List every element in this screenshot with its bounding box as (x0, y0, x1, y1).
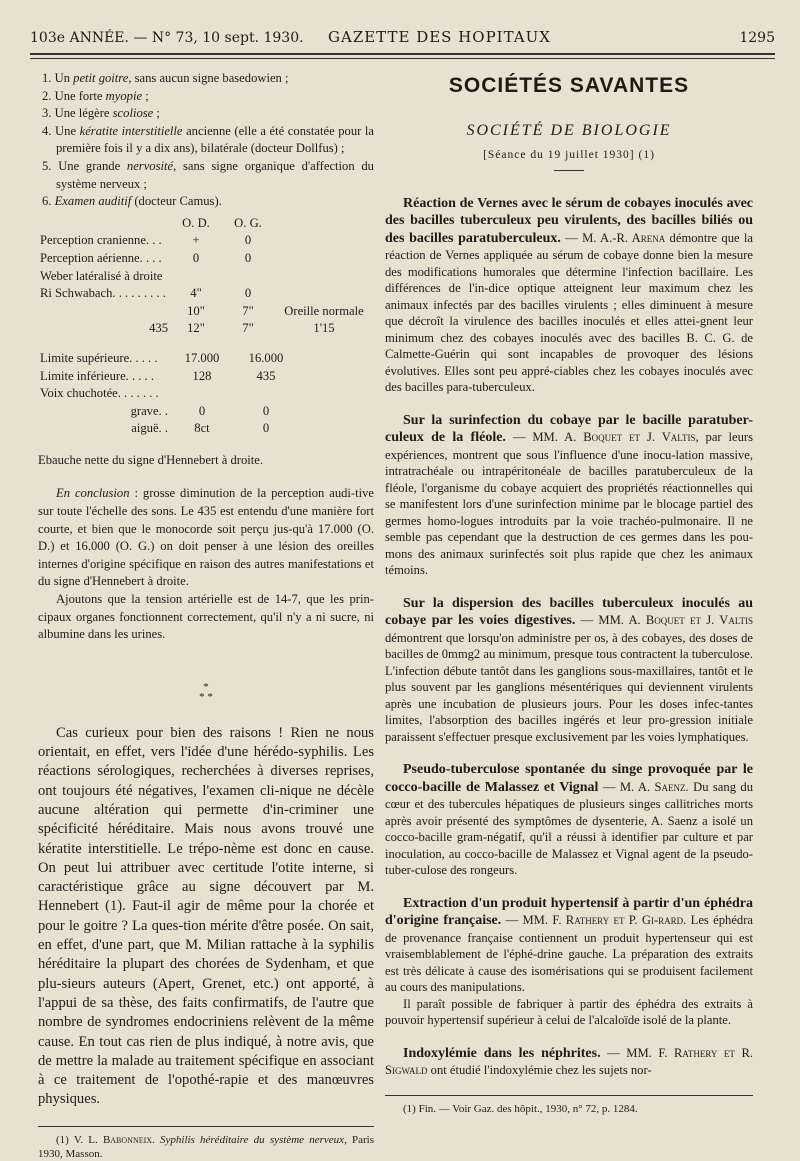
limits-og: 16.000 (248, 350, 284, 365)
abstract-body: Du sang du cœur et des tubercules hépatiques de plusieurs singes callitriches morts après avoir présenté des symptômes de dysenterie, A. Saenz a isolé un cocco-bacille gram-négatif, qu'il a réussi à identifier par culture et par inoculation, au cocco-bacille de Malassez et Vignal agent de la pseudo-tuber-culose des rongeurs. (385, 779, 753, 877)
audio-row (38, 285, 374, 303)
list-post: (docteur Camus). (131, 194, 222, 209)
audio-row (38, 232, 374, 250)
list-post: , sans signe organique d'affection du système nerveux ; (56, 158, 374, 191)
list-num: 2. (42, 88, 52, 103)
ebauche-line: Ebauche nette du signe d'Hennebert à droite. (38, 452, 264, 467)
list-num: 5. (42, 158, 52, 173)
list-post: , sans aucun signe basedowien ; (128, 71, 289, 85)
abstract-paragraph (385, 595, 753, 746)
footnote-mid: . (152, 1133, 160, 1146)
col-og: O. G. (234, 215, 262, 230)
abstract-body: par leurs expériences, montrent que sous l'influence d'une inocu-lation massive, intratrachéale ou intrapéritonéale de bacilles paratuberculeux de la fléole, l'organisme du cobaye acquiert des propriétés réactionnelles qui se manifestent lors d'une surinfection minime par le blocage partiel des germes homo-logues introduits par la voie trachéo-pulmonaire. Il ne semble pas cependant que la destruction de ces germes dans les pou-mons des animaux surinfectés soit plus rapide que chez les animaux témoins. (385, 430, 754, 577)
tension-paragraph: Ajoutons que la tension artérielle est de 14-7, que les prin-cipaux organes fonctionnent correctement, qu'il n'y a ni sucre, ni albumine dans les urines. (38, 592, 374, 642)
section-title: SOCIÉTÉS SAVANTES (448, 74, 690, 97)
list-em: myopie (105, 88, 143, 103)
list-num: 3. (42, 106, 52, 121)
left-column (38, 70, 374, 1161)
abstract-paragraph (385, 195, 753, 396)
audio-extra (274, 232, 374, 250)
audio-label: Ri Schwabach. . . . . . . . . (40, 286, 166, 301)
abstract-title: Sur la dispersion des bacilles tuberculeux inoculés au cobaye par les voies digestives. (385, 595, 753, 628)
list-item (38, 193, 374, 211)
list-item (38, 70, 374, 88)
audio-og: 0 (244, 286, 252, 301)
list-em: scoliose (112, 106, 154, 121)
limits-od: 0 (198, 403, 206, 418)
seance-line: [Séance du 19 juillet 1930] (1) (483, 149, 655, 161)
audio-extra (274, 268, 374, 286)
list-num: 4. (42, 123, 52, 138)
audio-label (38, 303, 170, 321)
abstract (385, 1045, 753, 1079)
abstract-authors: — MM. F. Rathery et P. Gi-rard. (501, 913, 687, 927)
audio-og: 7" (242, 303, 254, 318)
abstract (385, 895, 753, 1029)
abstract-paragraph (385, 1045, 753, 1079)
limits-og: 435 (256, 368, 276, 383)
abstract-title: Réaction de Vernes avec le sérum de cobayes inoculés avec des bacilles tuberculeux peu virulents, des bacilles biliés ou des bacilles paratuberculeux. (385, 195, 753, 246)
limits-label: Limite supérieure. . . . . (40, 350, 158, 365)
footnote-author: Babonneix (102, 1133, 153, 1146)
abstract-title: Pseudo-tuberculose spontanée du singe provoquée par le cocco-bacille de Malassez et Vignal (385, 762, 753, 795)
audio-og: 0 (244, 250, 252, 265)
list-pre: Une légère (54, 106, 113, 121)
list-post: ; (142, 88, 149, 103)
list-em: petit goitre (73, 71, 129, 85)
limits-row (38, 403, 374, 421)
header-rule-thin (30, 58, 775, 59)
abstract-paragraph (385, 412, 753, 579)
header-rule (30, 53, 775, 55)
limits-table (38, 350, 374, 438)
list-pre: Une forte (54, 88, 106, 103)
articles (385, 195, 753, 1079)
list-em: kératite interstitielle (79, 123, 183, 138)
abstract-authors: — M. A.-R. Arena (560, 230, 666, 245)
abstract-authors: — M. A. Saenz. (598, 779, 689, 794)
left-footnote (38, 1133, 374, 1161)
footnote-rule (38, 1126, 374, 1127)
page-header (30, 28, 775, 50)
limits-od (170, 385, 234, 403)
audio-od (170, 268, 222, 286)
right-footnote-rule (385, 1095, 753, 1096)
abstract-authors: — MM. A. Boquet et J. Valtis, (505, 430, 699, 444)
audio-row (38, 320, 374, 338)
abstract-title: Sur la surinfection du cobaye par le bacille paratuber-culeux de la fléole. (385, 412, 753, 445)
audio-label: Perception aérienne. . . . (40, 250, 162, 265)
abstract-paragraph (385, 895, 753, 996)
limits-og: 0 (262, 403, 270, 418)
audio-label: Weber latéralisé à droite (40, 268, 163, 283)
list-em: nervosité (126, 158, 174, 173)
list-pre: Un (54, 71, 74, 85)
limits-od: 8ct (194, 421, 210, 436)
audio-od: 10" (187, 303, 205, 318)
journal-title: GAZETTE DES HOPITAUX (328, 28, 551, 46)
abstract-body-2: Il paraît possible de fabriquer à partir des éphédra des extraits à pouvoir hypertensif supérieur à celui de l'alcaloïde isolé de la plante. (385, 996, 753, 1027)
footnote-pre: (1) V. L. (56, 1133, 103, 1146)
list-pre: Une grande (58, 158, 127, 173)
limits-od: 17.000 (184, 350, 220, 365)
limits-row (38, 420, 374, 438)
conclusion-text: : grosse diminution de la perception audi-tive sur toute l'échelle des sons. Le 435 est entendu d'une manière fort courte, et bien que le monocorde soit perçu jus-qu'à 17.000 (O. D.) et 16.000 (O. G.) on doit penser à une lésion des oreilles internes d'origine spécifique en raison des autres manifestations et du signe d'Hennebert à droite. (38, 486, 374, 589)
limits-label: Limite inférieure. . . . . (40, 368, 155, 383)
abstract-authors: — MM. A. Boquet et J. Valtis (575, 613, 754, 627)
limits-od: 128 (192, 368, 212, 383)
limits-row (38, 368, 374, 386)
conclusion-em: En conclusion (56, 486, 130, 501)
limits-og: 0 (262, 421, 270, 436)
audio-extra: Oreille normale (284, 303, 364, 318)
audio-extra: 1'15 (313, 321, 335, 336)
audio-label: 435 (149, 321, 168, 336)
society-title: SOCIÉTÉ DE BIOLOGIE (466, 121, 672, 139)
audio-row (38, 268, 374, 286)
abstract (385, 595, 753, 746)
audio-extra (274, 285, 374, 303)
abstract-body: démontrent que lorsqu'on administre per os, à des cobayes, des doses de bacilles de 0mmg2 au minimum, presque tous contractent la tuberculose. L'infection débute tantôt dans les ganglions sous-maxillaires, tantôt et le plus souvent par les ganglions mésentériques qui deviennent virulents après une incubation de plusieurs jours. Pour les doses infec-tantes limites, l'absorption des bacilles ingérés et leur pro-gression initiale paraissent s'effectuer presque exclusivement par les voies lymphatiques. (385, 630, 753, 744)
list-em: Examen auditif (54, 194, 132, 209)
asterism (38, 682, 374, 702)
abstract-title: Indoxylémie dans les néphrites. (403, 1045, 601, 1061)
audio-row (38, 303, 374, 321)
conclusion-paragraph (38, 485, 374, 591)
abstract-body: démontre que la réaction de Vernes appliquée au sérum de cobaye donne bien la mesure des modifications humorales que détermine l'infection bacillaire. Les différences de l'in-dice optique atteignent leur maximum chez les animaux infectés par des bacilles virulents ; elles diminuent à mesure que décroît la virulence des bacilles inoculés et elles attei-gnent leur minimum chez des cobayes inoculés avec des bacilles B. C. G. de Calmette-Guérin qui sont incapables de provoquer des lésions évolutives. Elles sont peu appré-ciables chez les cobayes inoculés avec des bacilles para-tuberculeux. (385, 230, 753, 394)
limits-og (234, 385, 298, 403)
list-post: ancienne (elle a été constatée pour la première fois il y a dix ans), bilatérale (docteur Dollfus) ; (56, 123, 374, 156)
abstract-paragraph (385, 761, 753, 879)
abstract (385, 195, 753, 396)
short-rule (554, 170, 584, 171)
list-pre: Une (55, 123, 80, 138)
list-post: ; (153, 106, 160, 121)
audio-label: Perception cranienne. . . (40, 233, 162, 248)
footnote-title: Syphilis héréditaire du système nerveux (160, 1133, 345, 1146)
auditory-exam-table (38, 215, 374, 338)
limits-label: grave. . (130, 403, 168, 418)
list-num: 6. (42, 194, 52, 209)
audio-header-row (38, 215, 374, 233)
audio-od: 4" (190, 286, 202, 301)
list-item (38, 123, 374, 158)
abstract-body: Les éphédra de provenance française contiennent un produit hypertenseur qui est vraisemblablement de l'éphé-drine gauche. La préparation des extraits est très délicate à cause des isomérisations qui se produisent facilement au cours des manipulations. (385, 913, 753, 994)
audio-og: 7" (242, 321, 254, 336)
main-paragraph: Cas curieux pour bien des raisons ! Rien ne nous orientait, en effet, vers l'idée d'une hérédo-syphilis. Les réactions sérologiques, recherchées à diverses reprises, ont toujours été négatives, l'examen cli-nique ne décèle aucune altération qui permette d'in-criminer une spécificité héréditaire. Mais nous avons trouvé une kératite interstitielle. Le trépo-nème est donc en cause. On peut lui attribuer avec certitude l'otite interne, si caractéristique grâce au signe découvert par M. Hennebert (1). Faut-il agir de même pour la chorée et pour le goitre ? La ques-tion mérite d'être posée. On sait, en effet, d'une part, que M. Milian rattache à la syphilis héréditaire la plupart des chorées de Sydenham, et que plu-sieurs auteurs (Apert, Grenet, etc.) ont apporté, à l'appui de sa thèse, des faits confirmatifs, de l'autre que nombre de syndromes endocriniens relèvent de la même cause. En tout cas rien de plus indiqué, à notre avis, que de mettre la malade au traitement spécifique en associant à ce traitement de l'opothé-rapie et des manœuvres physiques. (38, 724, 374, 1108)
issue-info: 103e ANNÉE. — N° 73, 10 sept. 1930. (30, 30, 304, 46)
list-item (38, 88, 374, 106)
footnote-post: , Paris 1930, Masson. (38, 1133, 374, 1160)
audio-og (222, 268, 274, 286)
right-column (385, 70, 753, 1116)
limits-label: aiguë. . (131, 421, 168, 436)
list-item (38, 105, 374, 123)
limits-label: Voix chuchotée. . . . . . . (40, 386, 159, 401)
asterism-bottom: * * (199, 690, 213, 703)
abstract-title: Extraction d'un produit hypertensif à partir d'un éphédra d'origine française. (385, 895, 753, 928)
right-footnote: (1) Fin. — Voir Gaz. des hôpit., 1930, n° 72, p. 1284. (403, 1102, 638, 1115)
audio-row (38, 250, 374, 268)
limits-row (38, 385, 374, 403)
col-od: O. D. (182, 215, 210, 230)
audio-extra (274, 250, 374, 268)
abstract (385, 412, 753, 579)
abstract-authors: — MM. F. Rathery et R. Sigwald (385, 1045, 753, 1077)
audio-od: 0 (192, 250, 200, 265)
abstract-body: ont étudié l'indoxylémie chez les sujets nor- (427, 1063, 652, 1077)
page-number: 1295 (739, 30, 775, 46)
audio-og: 0 (244, 233, 252, 248)
asterism-top: * (203, 680, 209, 693)
audio-od: 12" (187, 321, 205, 336)
limits-row (38, 350, 374, 368)
audio-od: + (192, 233, 200, 248)
abstract (385, 761, 753, 879)
list-num: 1. (42, 71, 52, 85)
list-item (38, 158, 374, 193)
symptom-list (38, 70, 374, 211)
